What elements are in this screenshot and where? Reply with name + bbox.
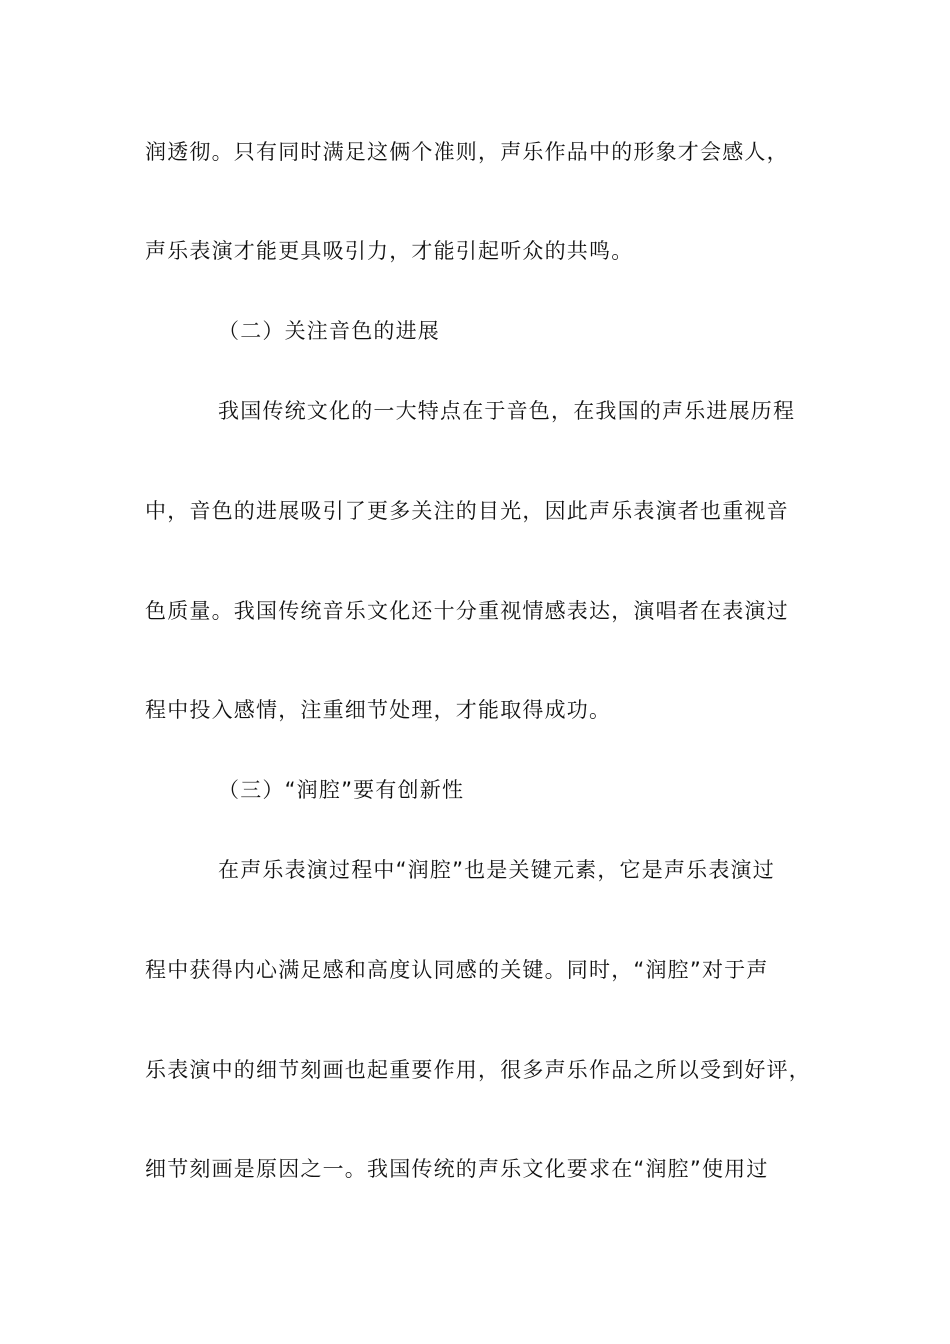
body-text-line: 乐表演中的细节刻画也起重要作用，很多声乐作品之所以受到好评， <box>145 1058 811 1082</box>
body-text-line: 润透彻。只有同时满足这俩个准则，声乐作品中的形象才会感人， <box>145 140 789 164</box>
paragraph-first-line: 我国传统文化的一大特点在于音色，在我国的声乐进展历程 <box>218 399 796 423</box>
body-text-line: 程中投入感情，注重细节处理，才能取得成功。 <box>145 698 612 722</box>
body-text-line: 声乐表演才能更具吸引力，才能引起听众的共鸣。 <box>145 239 634 263</box>
section-heading: （二）关注音色的进展 <box>218 319 440 343</box>
body-text-line: 程中获得内心满足感和高度认同感的关键。同时，“润腔”对于声 <box>145 958 769 982</box>
section-heading: （三）“润腔”要有创新性 <box>218 778 465 802</box>
paragraph-first-line: 在声乐表演过程中“润腔”也是关键元素，它是声乐表演过 <box>218 858 775 882</box>
body-text-line: 色质量。我国传统音乐文化还十分重视情感表达，演唱者在表演过 <box>145 599 789 623</box>
body-text-line: 中，音色的进展吸引了更多关注的目光，因此声乐表演者也重视音 <box>145 499 789 523</box>
body-text-line: 细节刻画是原因之一。我国传统的声乐文化要求在“润腔”使用过 <box>145 1157 769 1181</box>
